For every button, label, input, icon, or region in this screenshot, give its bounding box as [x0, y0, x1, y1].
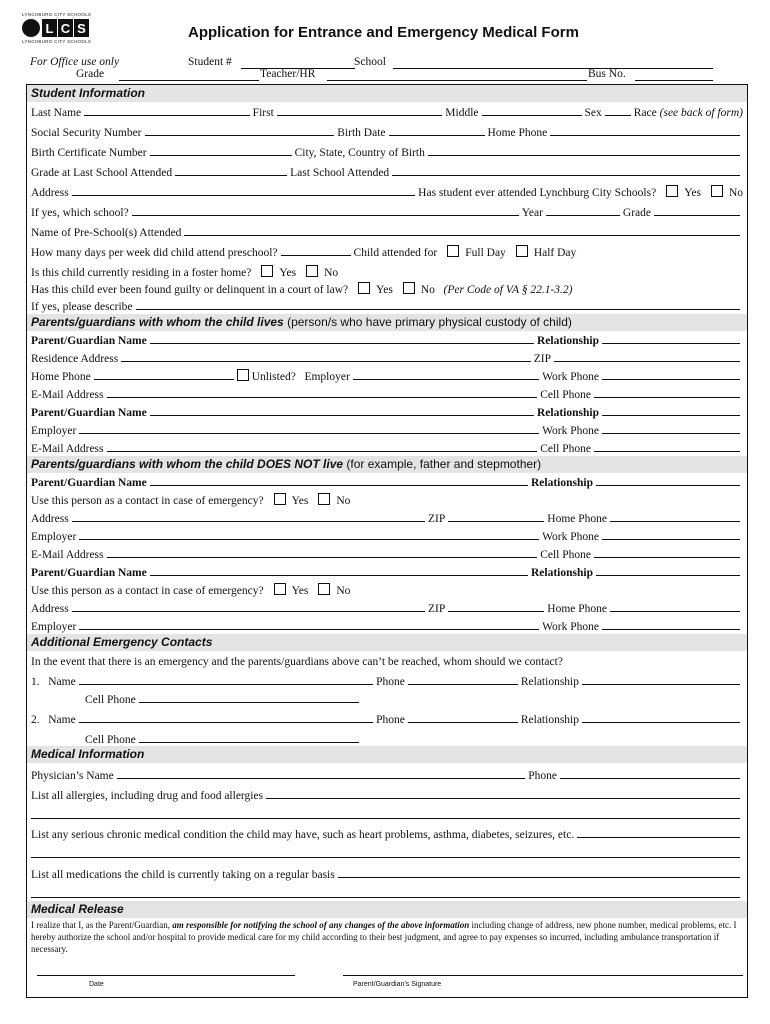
logo-letter-c: C: [58, 19, 73, 37]
np1-email-field[interactable]: [107, 557, 538, 558]
parents-lives-title: Parents/guardians with whom the child lives: [31, 315, 284, 329]
which-school-row: [31, 203, 743, 219]
which-grade-label: Grade: [622, 207, 651, 219]
np2-contact-no-checkbox[interactable]: [318, 583, 330, 595]
student-number-label: Student #: [188, 56, 232, 68]
ssn-field[interactable]: [145, 135, 335, 136]
describe-field[interactable]: [136, 309, 740, 310]
ec2-cell-field[interactable]: [139, 742, 359, 743]
full-day-checkbox[interactable]: [447, 245, 459, 257]
half-day-checkbox[interactable]: [516, 245, 528, 257]
middle-name-field[interactable]: [482, 115, 582, 116]
allergies-field[interactable]: [266, 798, 740, 799]
signature-label: Parent/Guardian’s Signature: [353, 981, 442, 988]
np1-name-row: [31, 473, 743, 489]
seal-icon: [22, 19, 40, 37]
ec1-phone-field[interactable]: [408, 684, 518, 685]
last-name-label: Last Name: [31, 107, 82, 119]
pg2-relationship-field[interactable]: [602, 415, 740, 416]
np1-address-label: Address: [31, 513, 69, 525]
pg2-email-row: [31, 439, 743, 455]
pg1-residence-field[interactable]: [121, 361, 531, 362]
grade-last-label: Grade at Last School Attended: [31, 167, 173, 179]
np2-address-field[interactable]: [72, 611, 425, 612]
office-teacher-label: Teacher/HR: [260, 68, 316, 80]
pg2-cell-field[interactable]: [594, 451, 740, 452]
date-label: Date: [89, 981, 104, 988]
foster-question: Is this child currently residing in a foster home?: [31, 267, 252, 279]
np2-employer-label: Employer: [31, 621, 77, 633]
logo-letter-s: S: [74, 19, 89, 37]
form-title: Application for Entrance and Emergency Medical Form: [188, 24, 579, 41]
medical-header: Medical Information: [27, 746, 747, 763]
pg1-relationship-label: Relationship: [537, 335, 599, 347]
name-row: [31, 103, 743, 119]
student-info-header: Student Information: [27, 85, 747, 102]
np2-relationship-field[interactable]: [596, 575, 740, 576]
pg1-work-phone-field[interactable]: [602, 379, 740, 380]
preschool-days-question: How many days per week did child attend preschool?: [31, 247, 278, 259]
release-text-3: including change of address, new phone number, medical problems, etc. I hereby authorize the school and/or hospital to provide medical care for my child according to their best judgment, and agree to pay expenses so incurred, including ambulance transportation if necessary.: [31, 920, 737, 954]
birthplace-label: City, State, Country of Birth: [294, 147, 425, 159]
np1-contact-no-checkbox[interactable]: [318, 493, 330, 505]
np2-employer-field[interactable]: [79, 629, 539, 630]
office-school-label: School: [354, 56, 386, 68]
form-frame: [26, 84, 748, 998]
which-grade-field[interactable]: [654, 215, 740, 216]
physician-row: [31, 766, 743, 782]
emergency-intro: In the event that there is an emergency and the parents/guardians above can’t be reached, whom should we contact?: [31, 656, 563, 668]
last-school-field[interactable]: [392, 175, 740, 176]
medications-field[interactable]: [338, 877, 740, 878]
pg1-name-row: [31, 331, 743, 347]
np2-contact-yes-label: Yes: [291, 585, 309, 597]
guilty-no-checkbox[interactable]: [403, 282, 415, 294]
ec1-number: 1.: [31, 676, 40, 688]
first-name-label: First: [252, 107, 274, 119]
foster-yes-checkbox[interactable]: [261, 265, 273, 277]
np1-address-row: [31, 509, 743, 525]
physician-phone-field[interactable]: [560, 778, 740, 779]
ssn-label: Social Security Number: [31, 127, 142, 139]
release-text-2: am responsible for notifying the school of any changes of the above information: [172, 920, 470, 930]
unlisted-label: Unlisted?: [251, 371, 296, 383]
pg2-relationship-label: Relationship: [537, 407, 599, 419]
ec2-phone-label: Phone: [376, 714, 405, 726]
logo-bottom-text: LYNCHBURG CITY SCHOOLS: [22, 39, 92, 44]
pg2-email-label: E-Mail Address: [31, 443, 104, 455]
pg2-employer-row: [31, 421, 743, 437]
pg1-name-field[interactable]: [150, 343, 534, 344]
guilty-yes-checkbox[interactable]: [358, 282, 370, 294]
attended-lcs-question: Has student ever attended Lynchburg City Schools?: [418, 187, 657, 199]
student-address-field[interactable]: [72, 195, 415, 196]
which-school-label: If yes, which school?: [31, 207, 129, 219]
pg1-email-field[interactable]: [107, 397, 538, 398]
np2-zip-field[interactable]: [448, 611, 544, 612]
preschool-days-field[interactable]: [281, 255, 351, 256]
medications-line-2: [31, 885, 743, 901]
np2-address-label: Address: [31, 603, 69, 615]
ec1-name-field[interactable]: [79, 684, 373, 685]
pg2-work-phone-field[interactable]: [602, 433, 740, 434]
np1-cell-label: Cell Phone: [540, 549, 591, 561]
last-school-row: [31, 163, 743, 179]
pg2-name-label: Parent/Guardian Name: [31, 407, 147, 419]
np2-name-row: [31, 563, 743, 579]
ec1-name-label: Name: [48, 676, 76, 688]
ec1-cell-label: Cell Phone: [85, 694, 136, 706]
office-use-block: [28, 56, 742, 84]
pg1-employer-label: Employer: [304, 371, 350, 383]
chronic-field-2[interactable]: [31, 857, 740, 858]
np1-contact-yes-label: Yes: [291, 495, 309, 507]
office-bus-field[interactable]: [635, 68, 713, 81]
birthplace-field[interactable]: [428, 155, 740, 156]
middle-name-label: Middle: [445, 107, 479, 119]
sex-field[interactable]: [605, 115, 631, 116]
np2-contact-row: [31, 581, 743, 597]
ec2-cell-label: Cell Phone: [85, 734, 136, 746]
ec2-name-label: Name: [48, 714, 76, 726]
np1-contact-row: [31, 491, 743, 507]
birth-cert-row: [31, 143, 743, 159]
lcs-logo: [22, 12, 104, 44]
pg2-name-row: [31, 403, 743, 419]
office-bus-label: Bus No.: [588, 68, 626, 80]
guilty-yes-label: Yes: [376, 284, 393, 296]
pg1-employer-field[interactable]: [353, 379, 539, 380]
np2-work-phone-label: Work Phone: [542, 621, 599, 633]
np2-zip-label: ZIP: [428, 603, 446, 615]
parents-not-title: Parents/guardians with whom the child DOES NOT live: [31, 457, 344, 471]
pg1-phone-row: [31, 367, 743, 383]
attended-no-checkbox[interactable]: [711, 185, 723, 197]
chronic-label: List any serious chronic medical condition the child may have, such as heart problems, asthma, diabetes, seizures, etc.: [31, 829, 575, 841]
birth-cert-field[interactable]: [150, 155, 292, 156]
race-note: (see back of form): [659, 107, 743, 119]
parents-not-note: (for example, father and stepmother): [343, 457, 542, 471]
release-header: Medical Release: [27, 901, 747, 918]
np2-home-phone-field[interactable]: [610, 611, 740, 612]
pg1-residence-label: Residence Address: [31, 353, 119, 365]
np1-name-field[interactable]: [150, 485, 528, 486]
ec1-relationship-field[interactable]: [582, 684, 740, 685]
half-day-label: Half Day: [533, 247, 577, 259]
last-school-label: Last School Attended: [290, 167, 390, 179]
guilty-no-label: No: [420, 284, 435, 296]
office-teacher-field[interactable]: [327, 68, 587, 81]
chronic-row: [31, 825, 743, 841]
chronic-line-2: [31, 845, 743, 861]
physician-field[interactable]: [117, 778, 526, 779]
np2-name-label: Parent/Guardian Name: [31, 567, 147, 579]
allergies-field-2[interactable]: [31, 818, 740, 819]
preschool-name-label: Name of Pre-School(s) Attended: [31, 227, 182, 239]
attended-yes-checkbox[interactable]: [666, 185, 678, 197]
year-field[interactable]: [546, 215, 620, 216]
pg1-email-label: E-Mail Address: [31, 389, 104, 401]
pg2-work-phone-label: Work Phone: [542, 425, 599, 437]
np1-address-field[interactable]: [72, 521, 425, 522]
pg2-employer-label: Employer: [31, 425, 77, 437]
preschool-name-field[interactable]: [184, 235, 740, 236]
np2-name-field[interactable]: [150, 575, 528, 576]
year-label: Year: [521, 207, 543, 219]
pg1-work-phone-label: Work Phone: [542, 371, 599, 383]
student-home-phone-label: Home Phone: [487, 127, 548, 139]
emergency-header: Additional Emergency Contacts: [27, 634, 747, 651]
np2-contact-no-label: No: [336, 585, 351, 597]
pg1-name-label: Parent/Guardian Name: [31, 335, 147, 347]
grade-last-field[interactable]: [175, 175, 287, 176]
np2-address-row: [31, 599, 743, 615]
ec2-relationship-field[interactable]: [582, 722, 740, 723]
pg1-email-row: [31, 385, 743, 401]
np1-work-phone-label: Work Phone: [542, 531, 599, 543]
pg2-cell-label: Cell Phone: [540, 443, 591, 455]
ec2-phone-field[interactable]: [408, 722, 518, 723]
pg1-cell-field[interactable]: [594, 397, 740, 398]
ec2-row: [31, 710, 743, 726]
logo-top-text: LYNCHBURG CITY SCHOOLS: [22, 12, 92, 17]
birth-cert-label: Birth Certificate Number: [31, 147, 147, 159]
race-label: Race: [633, 107, 657, 119]
signature-field[interactable]: [343, 975, 743, 976]
sex-label: Sex: [584, 107, 602, 119]
foster-yes-label: Yes: [279, 267, 297, 279]
np1-work-phone-field[interactable]: [602, 539, 740, 540]
medications-row: [31, 865, 743, 881]
preschool-row: [31, 223, 743, 239]
code-va-note: (Per Code of VA § 22.1-3.2): [443, 284, 573, 296]
np1-contact-no-label: No: [336, 495, 351, 507]
office-grade-label: Grade: [76, 68, 105, 80]
ec2-relationship-label: Relationship: [520, 714, 579, 726]
student-home-phone-field[interactable]: [550, 135, 740, 136]
np1-relationship-label: Relationship: [531, 477, 593, 489]
birth-date-field[interactable]: [389, 135, 485, 136]
last-name-field[interactable]: [84, 115, 250, 116]
pg1-cell-label: Cell Phone: [540, 389, 591, 401]
allergies-label: List all allergies, including drug and food allergies: [31, 790, 264, 802]
np1-cell-field[interactable]: [594, 557, 740, 558]
np2-employer-row: [31, 617, 743, 633]
pg1-relationship-field[interactable]: [602, 343, 740, 344]
np1-zip-label: ZIP: [428, 513, 446, 525]
foster-row: [31, 263, 743, 279]
address-row: [31, 183, 743, 199]
np1-relationship-field[interactable]: [596, 485, 740, 486]
student-address-label: Address: [31, 187, 69, 199]
ec2-name-field[interactable]: [79, 722, 373, 723]
pg1-home-phone-label: Home Phone: [31, 371, 91, 383]
np1-email-row: [31, 545, 743, 561]
np2-home-phone-label: Home Phone: [547, 603, 607, 615]
medications-label: List all medications the child is currently taking on a regular basis: [31, 869, 335, 881]
office-use-label: For Office use only: [30, 56, 120, 68]
pg2-email-field[interactable]: [107, 451, 538, 452]
unlisted-checkbox[interactable]: [237, 369, 249, 381]
guilty-question: Has this child ever been found guilty or delinquent in a court of law?: [31, 284, 349, 296]
foster-no-checkbox[interactable]: [306, 265, 318, 277]
physician-phone-label: Phone: [528, 770, 557, 782]
ec1-cell-row: [85, 690, 743, 706]
attended-yes-label: Yes: [684, 187, 701, 199]
chronic-field[interactable]: [577, 837, 740, 838]
pg1-home-phone-field[interactable]: [94, 379, 234, 380]
office-grade-field[interactable]: [119, 68, 259, 81]
parents-lives-note: (person/s who have primary physical custody of child): [283, 315, 572, 329]
np1-employer-label: Employer: [31, 531, 77, 543]
ec2-cell-row: [85, 730, 743, 746]
ec1-row: [31, 672, 743, 688]
np1-employer-field[interactable]: [79, 539, 539, 540]
ssn-row: [31, 123, 743, 139]
attended-for-label: Child attended for: [353, 247, 438, 259]
medications-field-2[interactable]: [31, 897, 740, 898]
np1-home-phone-label: Home Phone: [547, 513, 607, 525]
which-school-field[interactable]: [132, 215, 519, 216]
np2-work-phone-field[interactable]: [602, 629, 740, 630]
logo-letter-l: L: [42, 19, 57, 37]
emergency-intro-row: [31, 652, 743, 668]
parents-lives-header: [27, 314, 747, 331]
ec1-relationship-label: Relationship: [520, 676, 579, 688]
attended-no-label: No: [728, 187, 743, 199]
foster-no-label: No: [324, 267, 339, 279]
allergies-line-2: [31, 806, 743, 822]
np1-home-phone-field[interactable]: [610, 521, 740, 522]
ec1-phone-label: Phone: [376, 676, 405, 688]
allergies-row: [31, 786, 743, 802]
pg1-residence-row: [31, 349, 743, 365]
pg2-name-field[interactable]: [150, 415, 534, 416]
np1-employer-row: [31, 527, 743, 543]
release-text-1: I realize that I, as the Parent/Guardian,: [31, 920, 173, 930]
np1-email-label: E-Mail Address: [31, 549, 104, 561]
np2-relationship-label: Relationship: [531, 567, 593, 579]
pg1-zip-field[interactable]: [554, 361, 740, 362]
first-name-field[interactable]: [277, 115, 443, 116]
full-day-label: Full Day: [465, 247, 506, 259]
physician-label: Physician’s Name: [31, 770, 114, 782]
np1-contact-question: Use this person as a contact in case of emergency?: [31, 495, 264, 507]
pg2-employer-field[interactable]: [79, 433, 539, 434]
ec2-number: 2.: [31, 714, 40, 726]
np2-contact-question: Use this person as a contact in case of emergency?: [31, 585, 264, 597]
date-field[interactable]: [37, 975, 295, 976]
np1-zip-field[interactable]: [448, 521, 544, 522]
guilty-row: [31, 280, 743, 296]
ec1-cell-field[interactable]: [139, 702, 359, 703]
describe-row: [31, 297, 743, 313]
parents-not-header: [27, 456, 747, 473]
pg1-zip-label: ZIP: [533, 353, 551, 365]
np2-contact-yes-checkbox[interactable]: [274, 583, 286, 595]
preschool-days-row: [31, 243, 743, 259]
np1-name-label: Parent/Guardian Name: [31, 477, 147, 489]
birth-date-label: Birth Date: [337, 127, 386, 139]
release-text: [31, 919, 743, 955]
np1-contact-yes-checkbox[interactable]: [274, 493, 286, 505]
describe-label: If yes, please describe: [31, 301, 133, 313]
